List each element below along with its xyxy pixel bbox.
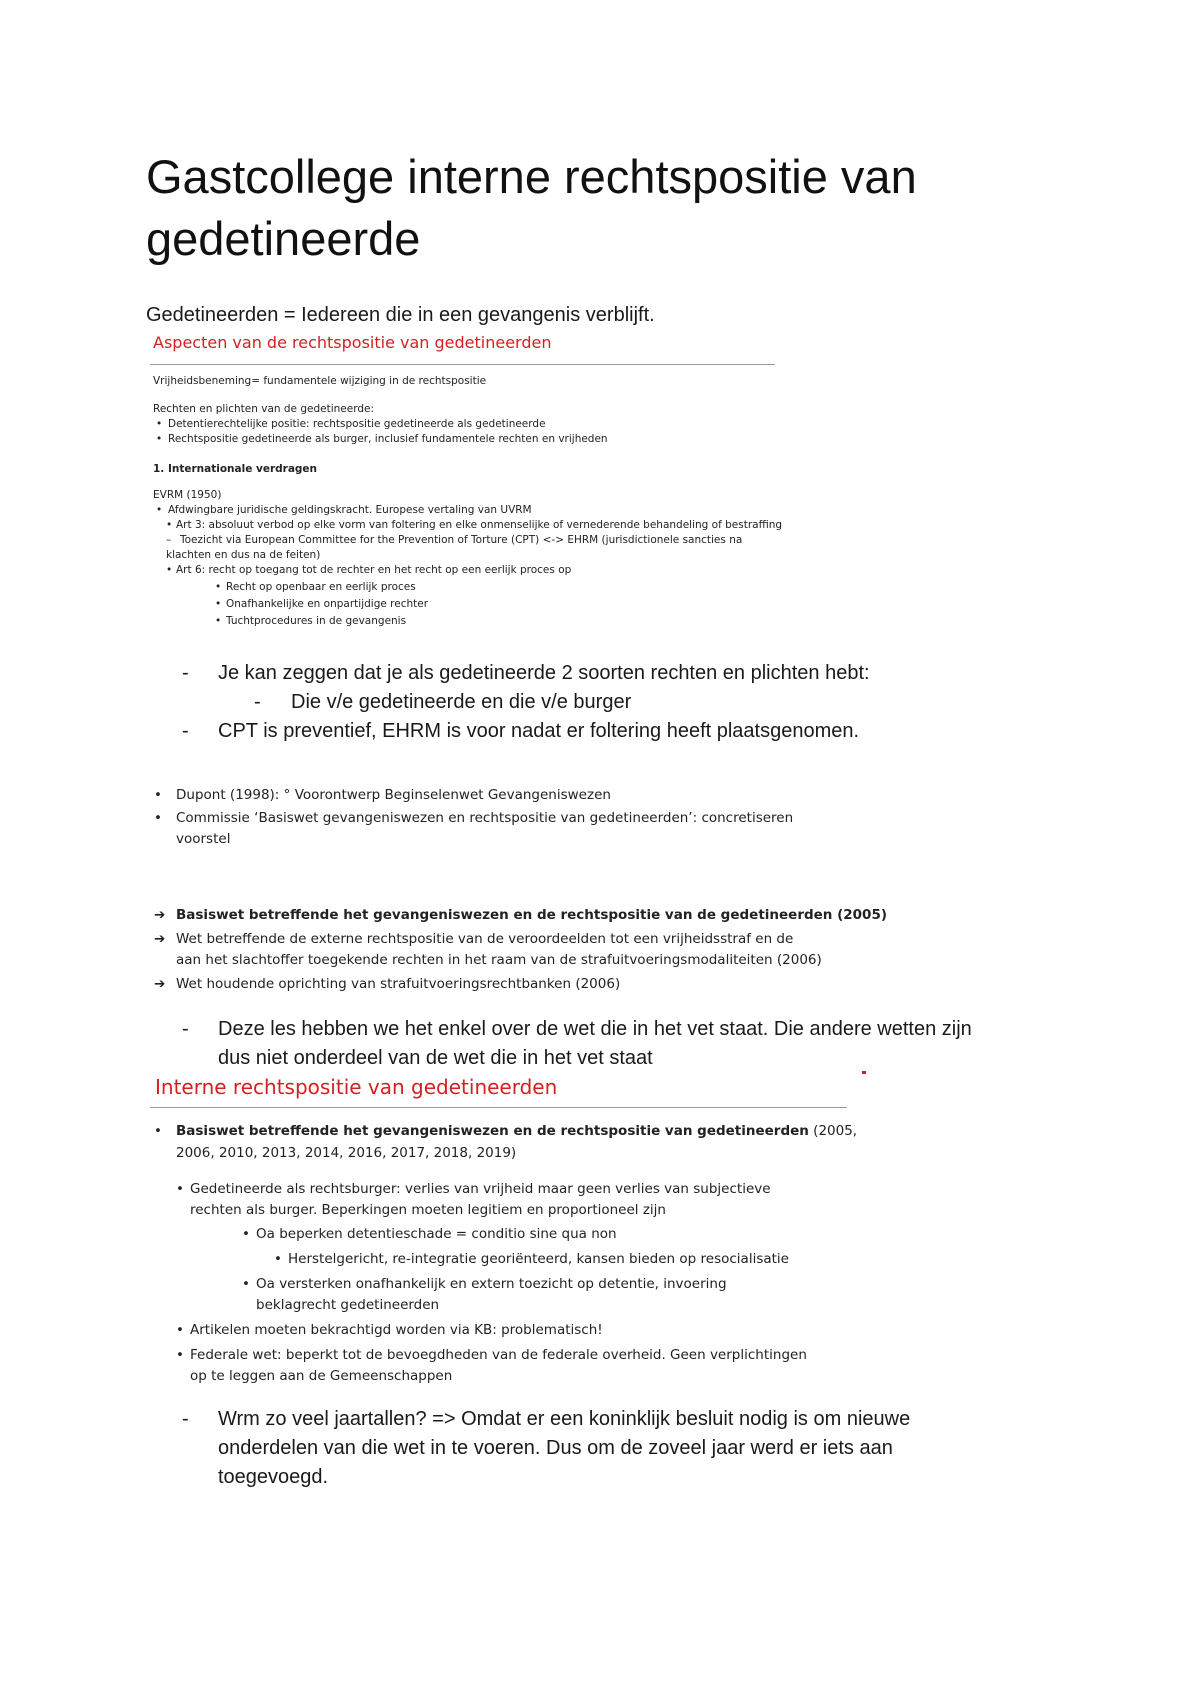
slide-line: Herstelgericht, re-integratie georiënteerd, kansen bieden op resocialisatie — [288, 1251, 789, 1267]
slide-line: EVRM (1950) — [153, 489, 222, 501]
dash-icon: - — [182, 1018, 189, 1040]
red-mark — [862, 1071, 866, 1074]
slide-line: Vrijheidsbeneming= fundamentele wijziging in de rechtspositie — [153, 375, 487, 387]
bullet-icon: • — [154, 1123, 162, 1139]
slide-title: Interne rechtspositie van gedetineerden — [155, 1075, 558, 1099]
bullet-icon: • — [176, 1347, 184, 1363]
dash-icon: - — [182, 662, 189, 684]
slide-line — [176, 1121, 857, 1141]
bullet-icon: • — [154, 810, 162, 826]
dash-icon: - — [182, 1408, 189, 1430]
slide-image-aspecten — [150, 330, 783, 650]
bullet-icon: • — [242, 1226, 250, 1242]
slide-image-wetten — [150, 905, 888, 1005]
slide-line: Toezicht via European Committee for the Prevention of Torture (CPT) <-> EHRM (jurisdictionele sancties na — [180, 534, 743, 546]
slide-line: Recht op openbaar en eerlijk proces — [226, 581, 416, 593]
bullet-icon: • — [166, 564, 173, 576]
slide-line: Rechten en plichten van de gedetineerde: — [153, 403, 374, 415]
slide-line: aan het slachtoffer toegekende rechten in het raam van de strafuitvoeringsmodaliteiten (2006) — [176, 952, 822, 968]
bullet-icon: • — [176, 1322, 184, 1338]
bullet-icon: • — [176, 1181, 184, 1197]
slide-line: Oa versterken onafhankelijk en extern toezicht op detentie, invoering — [256, 1276, 727, 1292]
slide-divider — [150, 1107, 847, 1108]
note-line: Deze les hebben we het enkel over de wet die in het vet staat. Die andere wetten zijn — [218, 1018, 972, 1040]
slide-line: Oa beperken detentieschade = conditio sine qua non — [256, 1226, 617, 1242]
note-line: Wrm zo veel jaartallen? => Omdat er een koninklijk besluit nodig is om nieuwe — [218, 1408, 911, 1430]
note-line: toegevoegd. — [218, 1466, 329, 1488]
slide-line: Federale wet: beperkt tot de bevoegdheden van de federale overheid. Geen verplichtingen — [190, 1347, 807, 1363]
slide-line: klachten en dus na de feiten) — [166, 549, 321, 561]
slide-line: Art 6: recht op toegang tot de rechter en het recht op een eerlijk proces op — [176, 564, 572, 576]
bullet-icon: • — [274, 1251, 282, 1267]
slide-line: Afdwingbare juridische geldingskracht. Europese vertaling van UVRM — [168, 504, 532, 516]
bullet-icon: • — [242, 1276, 250, 1292]
slide-line: Onafhankelijke en onpartijdige rechter — [226, 598, 429, 610]
slide-line: Commissie ‘Basiswet gevangeniswezen en rechtspositie van gedetineerden’: concretiseren — [176, 810, 794, 826]
slide-line: voorstel — [176, 831, 231, 847]
slide-line: Gedetineerde als rechtsburger: verlies van vrijheid maar geen verlies van subjectieve — [190, 1181, 771, 1197]
bullet-icon: • — [166, 519, 173, 531]
arrow-icon: ➔ — [154, 931, 166, 947]
slide-line: Wet betreffende de externe rechtspositie van de veroordeelden tot een vrijheidsstraf en de — [176, 931, 794, 947]
bullet-icon: • — [156, 504, 163, 516]
intro-paragraph: Gedetineerden = Iedereen die in een gevangenis verblijft. — [146, 304, 655, 326]
bullet-icon: • — [156, 433, 163, 445]
bullet-icon: • — [215, 581, 222, 593]
note-line: Die v/e gedetineerde en die v/e burger — [291, 691, 632, 713]
slide-line: Rechtspositie gedetineerde als burger, inclusief fundamentele rechten en vrijheden — [168, 433, 608, 445]
bullet-icon: • — [215, 615, 222, 627]
slide-title: Aspecten van de rechtspositie van gedetineerden — [153, 333, 552, 352]
slide-line: Artikelen moeten bekrachtigd worden via KB: problematisch! — [190, 1322, 603, 1338]
slide-divider — [150, 364, 775, 365]
slide-line: Art 3: absoluut verbod op elke vorm van foltering en elke onmenselijke of vernederende behandeling of bestraffing — [176, 519, 783, 531]
slide-line: 2006, 2010, 2013, 2014, 2016, 2017, 2018, 2019) — [176, 1145, 517, 1161]
slide-line: Detentierechtelijke positie: rechtspositie gedetineerde als gedetineerde — [168, 418, 546, 430]
slide-line: Basiswet betreffende het gevangeniswezen en de rechtspositie van de gedetineerden (2005) — [176, 907, 888, 923]
slide-line: Dupont (1998): ° Voorontwerp Beginselenwet Gevangeniswezen — [176, 787, 611, 803]
dash-icon: - — [254, 691, 261, 713]
slide-image-dupont — [150, 785, 850, 855]
slide-line: beklagrecht gedetineerden — [256, 1297, 440, 1313]
note-line: CPT is preventief, EHRM is voor nadat er foltering heeft plaatsgenomen. — [218, 720, 860, 742]
slide-line: Wet houdende oprichting van strafuitvoeringsrechtbanken (2006) — [176, 976, 621, 992]
note-line: Je kan zeggen dat je als gedetineerde 2 soorten rechten en plichten hebt: — [218, 662, 870, 684]
dash-icon: – — [166, 534, 172, 546]
slide-heading: 1. Internationale verdragen — [153, 463, 318, 475]
arrow-icon: ➔ — [154, 907, 166, 923]
document-title: Gastcollege interne rechtspositie van gedetineerde — [146, 150, 917, 265]
arrow-icon: ➔ — [154, 976, 166, 992]
slide-image-interne-rechtspositie — [150, 1075, 870, 1395]
note-line: onderdelen van die wet in te voeren. Dus om de zoveel jaar werd er iets aan — [218, 1437, 893, 1459]
slide-line: rechten als burger. Beperkingen moeten legitiem en proportioneel zijn — [190, 1202, 666, 1218]
bullet-icon: • — [215, 598, 222, 610]
bullet-icon: • — [156, 418, 163, 430]
years-start: (2005, — [808, 1123, 858, 1139]
bullet-icon: • — [154, 787, 162, 803]
bold-law-title: Basiswet betreffende het gevangeniswezen en de rechtspositie van gedetineerden — [176, 1123, 809, 1139]
dash-icon: - — [182, 720, 189, 742]
slide-line: op te leggen aan de Gemeenschappen — [190, 1368, 453, 1384]
slide-line: Tuchtprocedures in de gevangenis — [226, 615, 407, 627]
note-line: dus niet onderdeel van de wet die in het vet staat — [218, 1047, 653, 1069]
